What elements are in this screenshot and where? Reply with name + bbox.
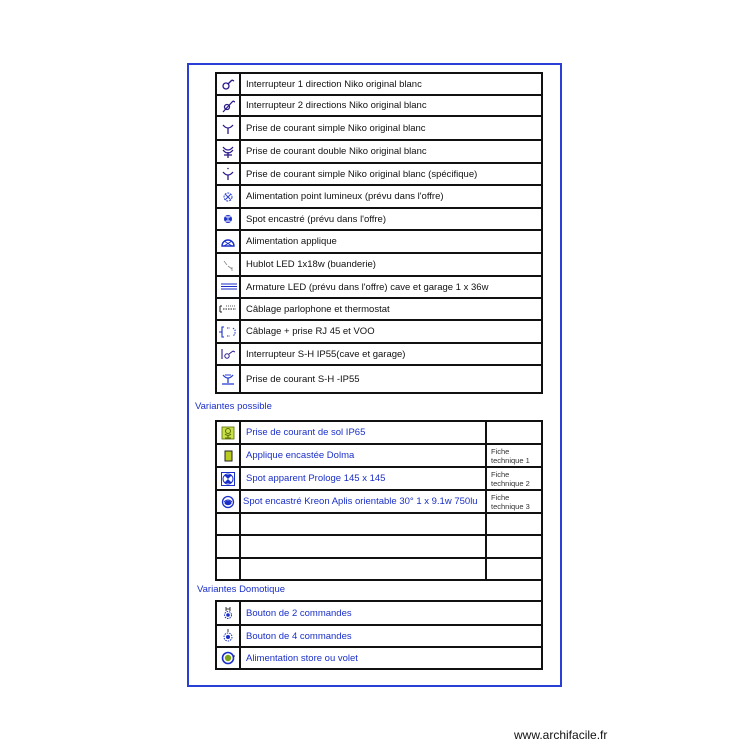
legend-row — [216, 343, 542, 365]
legend-label: Prise de courant simple Niko original blanc — [240, 116, 542, 140]
wall-light-icon — [216, 230, 240, 253]
light-point-icon — [216, 185, 240, 208]
variant-row — [216, 444, 542, 467]
legend-row — [216, 253, 542, 276]
variant-note — [486, 513, 542, 535]
adjustable-spot-icon — [216, 490, 240, 513]
variant-label: Prise de courant de sol IP65 — [240, 421, 486, 444]
empty-icon-cell — [216, 535, 240, 558]
watermark[interactable]: www.archifacile.fr — [514, 728, 608, 742]
two-button-icon — [216, 601, 240, 625]
legend-label: Câblage + prise RJ 45 et VOO — [240, 320, 542, 343]
variant-row — [216, 421, 542, 444]
legend-label: Alimentation point lumineux (prévu dans l'offre) — [240, 185, 542, 208]
domotics-label: Alimentation store ou volet — [240, 647, 542, 669]
legend-label: Prise de courant S-H -IP55 — [240, 365, 542, 393]
bulkhead-light-icon — [216, 253, 240, 276]
variant-note — [486, 558, 542, 580]
led-batten-icon — [216, 276, 240, 298]
four-button-icon — [216, 625, 240, 647]
blind-power-icon — [216, 647, 240, 669]
variant-label — [240, 513, 486, 535]
legend-row — [216, 230, 542, 253]
variant-row — [216, 513, 542, 535]
variant-row — [216, 490, 542, 513]
legend-label: Prise de courant simple Niko original blanc (spécifique) — [240, 163, 542, 185]
domotics-row — [216, 647, 542, 669]
variants-title: Variantes possible — [195, 401, 272, 412]
switch-ip55-icon — [216, 343, 240, 365]
socket-special-icon — [216, 163, 240, 185]
legend-label: Hublot LED 1x18w (buanderie) — [240, 253, 542, 276]
variant-label — [240, 535, 486, 558]
empty-icon-cell — [216, 558, 240, 580]
legend-row — [216, 116, 542, 140]
domotics-row — [216, 601, 542, 625]
legend-row — [216, 208, 542, 230]
floor-socket-icon — [216, 421, 240, 444]
domotics-table — [215, 600, 543, 670]
legend-table — [215, 72, 543, 394]
legend-label: Spot encastré (prévu dans l'offre) — [240, 208, 542, 230]
variant-label: Applique encastée Dolma — [240, 444, 486, 467]
recessed-spot-icon — [216, 208, 240, 230]
variant-note — [486, 421, 542, 444]
empty-icon-cell — [216, 513, 240, 535]
variant-note: Fiche technique 1 — [486, 444, 542, 467]
variant-row — [216, 467, 542, 490]
legend-label: Prise de courant double Niko original blanc — [240, 140, 542, 163]
variant-label: Spot apparent Prologe 145 x 145 — [240, 467, 486, 490]
socket-ip55-icon — [216, 365, 240, 393]
legend-row — [216, 140, 542, 163]
legend-row — [216, 95, 542, 116]
recessed-wall-light-icon — [216, 444, 240, 467]
legend-row — [216, 163, 542, 185]
variant-row — [216, 535, 542, 558]
switch-one-way-icon — [216, 73, 240, 95]
rj45-wiring-icon — [216, 320, 240, 343]
intercom-wiring-icon — [216, 298, 240, 320]
legend-label: Câblage parlophone et thermostat — [240, 298, 542, 320]
socket-double-icon — [216, 140, 240, 163]
legend-row — [216, 276, 542, 298]
legend-label: Interrupteur 1 direction Niko original blanc — [240, 73, 542, 95]
switch-two-way-icon — [216, 95, 240, 116]
variant-row — [216, 558, 542, 580]
legend-label: Armature LED (prévu dans l'offre) cave et garage 1 x 36w — [240, 276, 542, 298]
domotics-row — [216, 625, 542, 647]
variant-note: Fiche technique 3 — [486, 490, 542, 513]
legend-label: Interrupteur S-H IP55(cave et garage) — [240, 343, 542, 365]
variant-note: Fiche technique 2 — [486, 467, 542, 490]
variants-table — [215, 420, 543, 581]
legend-row — [216, 298, 542, 320]
legend-label: Interrupteur 2 directions Niko original blanc — [240, 95, 542, 116]
surface-spot-icon — [216, 467, 240, 490]
domotics-label: Bouton de 4 commandes — [240, 625, 542, 647]
legend-row — [216, 73, 542, 95]
socket-single-icon — [216, 116, 240, 140]
domotics-label: Bouton de 2 commandes — [240, 601, 542, 625]
legend-label: Alimentation applique — [240, 230, 542, 253]
legend-row — [216, 320, 542, 343]
variant-label: Spot encastré Kreon Aplis orientable 30° 1 x 9.1w 750lu — [240, 490, 486, 513]
legend-row — [216, 365, 542, 393]
legend-row — [216, 185, 542, 208]
variant-label — [240, 558, 486, 580]
variant-note — [486, 535, 542, 558]
domotics-title: Variantes Domotique — [197, 584, 286, 595]
